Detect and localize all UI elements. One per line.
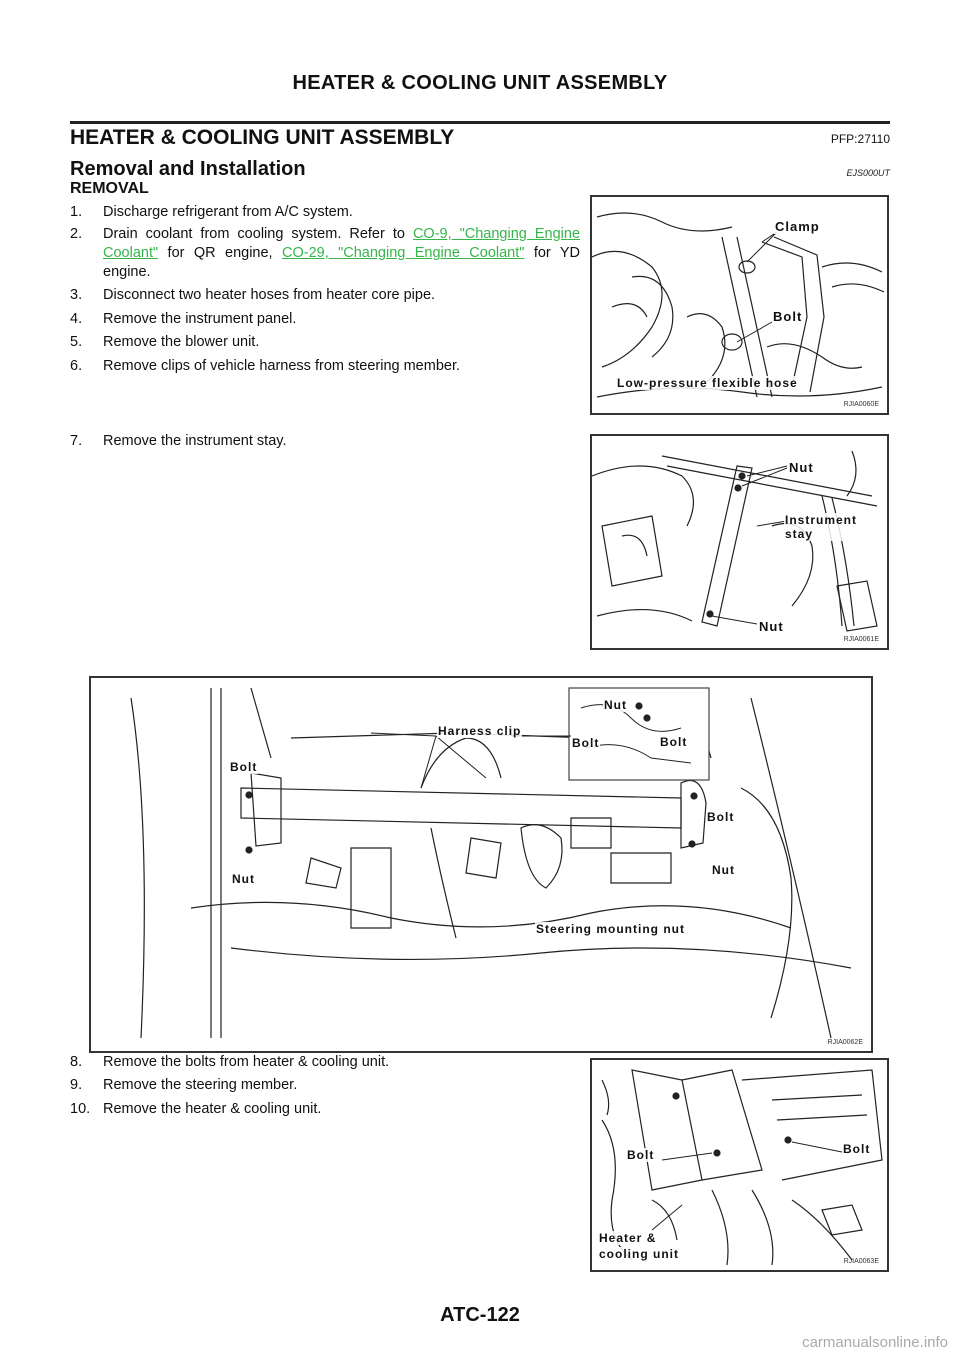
part-code: PFP:27110 bbox=[830, 132, 890, 146]
figure-drawing bbox=[592, 436, 887, 648]
watermark: carmanualsonline.info bbox=[802, 1334, 948, 1351]
page-number: ATC-122 bbox=[440, 1304, 520, 1326]
label-bolt-right: Bolt bbox=[707, 810, 735, 824]
step-number: 1. bbox=[70, 204, 83, 220]
label-heater-cooling-unit-line1: Heater & bbox=[599, 1231, 657, 1245]
header-rule bbox=[70, 121, 890, 124]
section-title: HEATER & COOLING UNIT ASSEMBLY bbox=[70, 126, 455, 149]
step-number: 2. bbox=[70, 226, 83, 242]
figure-instrument-stay bbox=[590, 434, 889, 650]
step-number: 10. bbox=[70, 1101, 91, 1117]
figure-code: RJIA0063E bbox=[843, 1258, 879, 1265]
step-text: Remove clips of vehicle harness from steering member. bbox=[103, 358, 461, 374]
label-inset-nut: Nut bbox=[604, 698, 627, 712]
label-bolt: Bolt bbox=[773, 309, 803, 324]
step-number: 7. bbox=[70, 433, 83, 449]
label-bolt-left: Bolt bbox=[627, 1148, 655, 1162]
figure-clamp-bolt bbox=[590, 195, 889, 415]
step-number: 8. bbox=[70, 1054, 83, 1070]
step-text: Remove the blower unit. bbox=[103, 334, 260, 350]
label-nut-left: Nut bbox=[232, 872, 255, 886]
figure-code: RJIA0062E bbox=[827, 1039, 863, 1046]
step-text: Disconnect two heater hoses from heater core pipe. bbox=[103, 287, 436, 303]
removal-heading: REMOVAL bbox=[70, 180, 149, 197]
subsection-title: Removal and Installation bbox=[70, 158, 306, 180]
label-bolt-right: Bolt bbox=[843, 1142, 871, 1156]
step-text: Remove the steering member. bbox=[103, 1077, 298, 1093]
step-2 bbox=[70, 225, 580, 285]
step-number: 3. bbox=[70, 287, 83, 303]
label-harness-clip: Harness clip bbox=[438, 724, 522, 738]
subsection-code: EJS000UT bbox=[846, 168, 890, 178]
label-nut-bottom: Nut bbox=[759, 619, 784, 634]
figure-code: RJIA0061E bbox=[843, 636, 879, 643]
step-text: Remove the heater & cooling unit. bbox=[103, 1101, 322, 1117]
label-instrument-stay: Instrument stay bbox=[784, 513, 887, 541]
figure-heater-cooling-unit bbox=[590, 1058, 889, 1272]
step-number: 4. bbox=[70, 311, 83, 327]
step-number: 6. bbox=[70, 358, 83, 374]
label-nut-top: Nut bbox=[789, 460, 814, 475]
step-text: Remove the instrument stay. bbox=[103, 433, 287, 449]
label-bolt-left: Bolt bbox=[230, 760, 258, 774]
label-steering-mounting-nut: Steering mounting nut bbox=[536, 922, 685, 936]
label-inset-bolt-right: Bolt bbox=[660, 735, 688, 749]
step-number: 5. bbox=[70, 334, 83, 350]
step-text: Discharge refrigerant from A/C system. bbox=[103, 204, 353, 220]
link-co-9[interactable]: CO-9, "Changing Engine Coolant" bbox=[103, 226, 581, 261]
running-header: HEATER & COOLING UNIT ASSEMBLY bbox=[292, 72, 668, 94]
figure-steering-member bbox=[89, 676, 873, 1053]
link-co-29[interactable]: CO-29, "Changing Engine Coolant" bbox=[281, 245, 525, 261]
label-clamp: Clamp bbox=[775, 219, 820, 234]
label-nut-right: Nut bbox=[712, 863, 735, 877]
step-text: Drain coolant from cooling system. Refer to CO-9, "Changing Engine Coolant" for QR engine, CO-29, "Changing Engine Coolant" for YD engine. bbox=[103, 226, 581, 280]
label-heater-cooling-unit-line2: cooling unit bbox=[599, 1247, 679, 1261]
step-text: Remove the instrument panel. bbox=[103, 311, 297, 327]
step-number: 9. bbox=[70, 1077, 83, 1093]
label-low-pressure-hose: Low-pressure flexible hose bbox=[617, 376, 798, 390]
step-text: Remove the bolts from heater & cooling unit. bbox=[103, 1054, 390, 1070]
figure-code: RJIA0060E bbox=[843, 401, 879, 408]
label-inset-bolt-left: Bolt bbox=[572, 736, 600, 750]
